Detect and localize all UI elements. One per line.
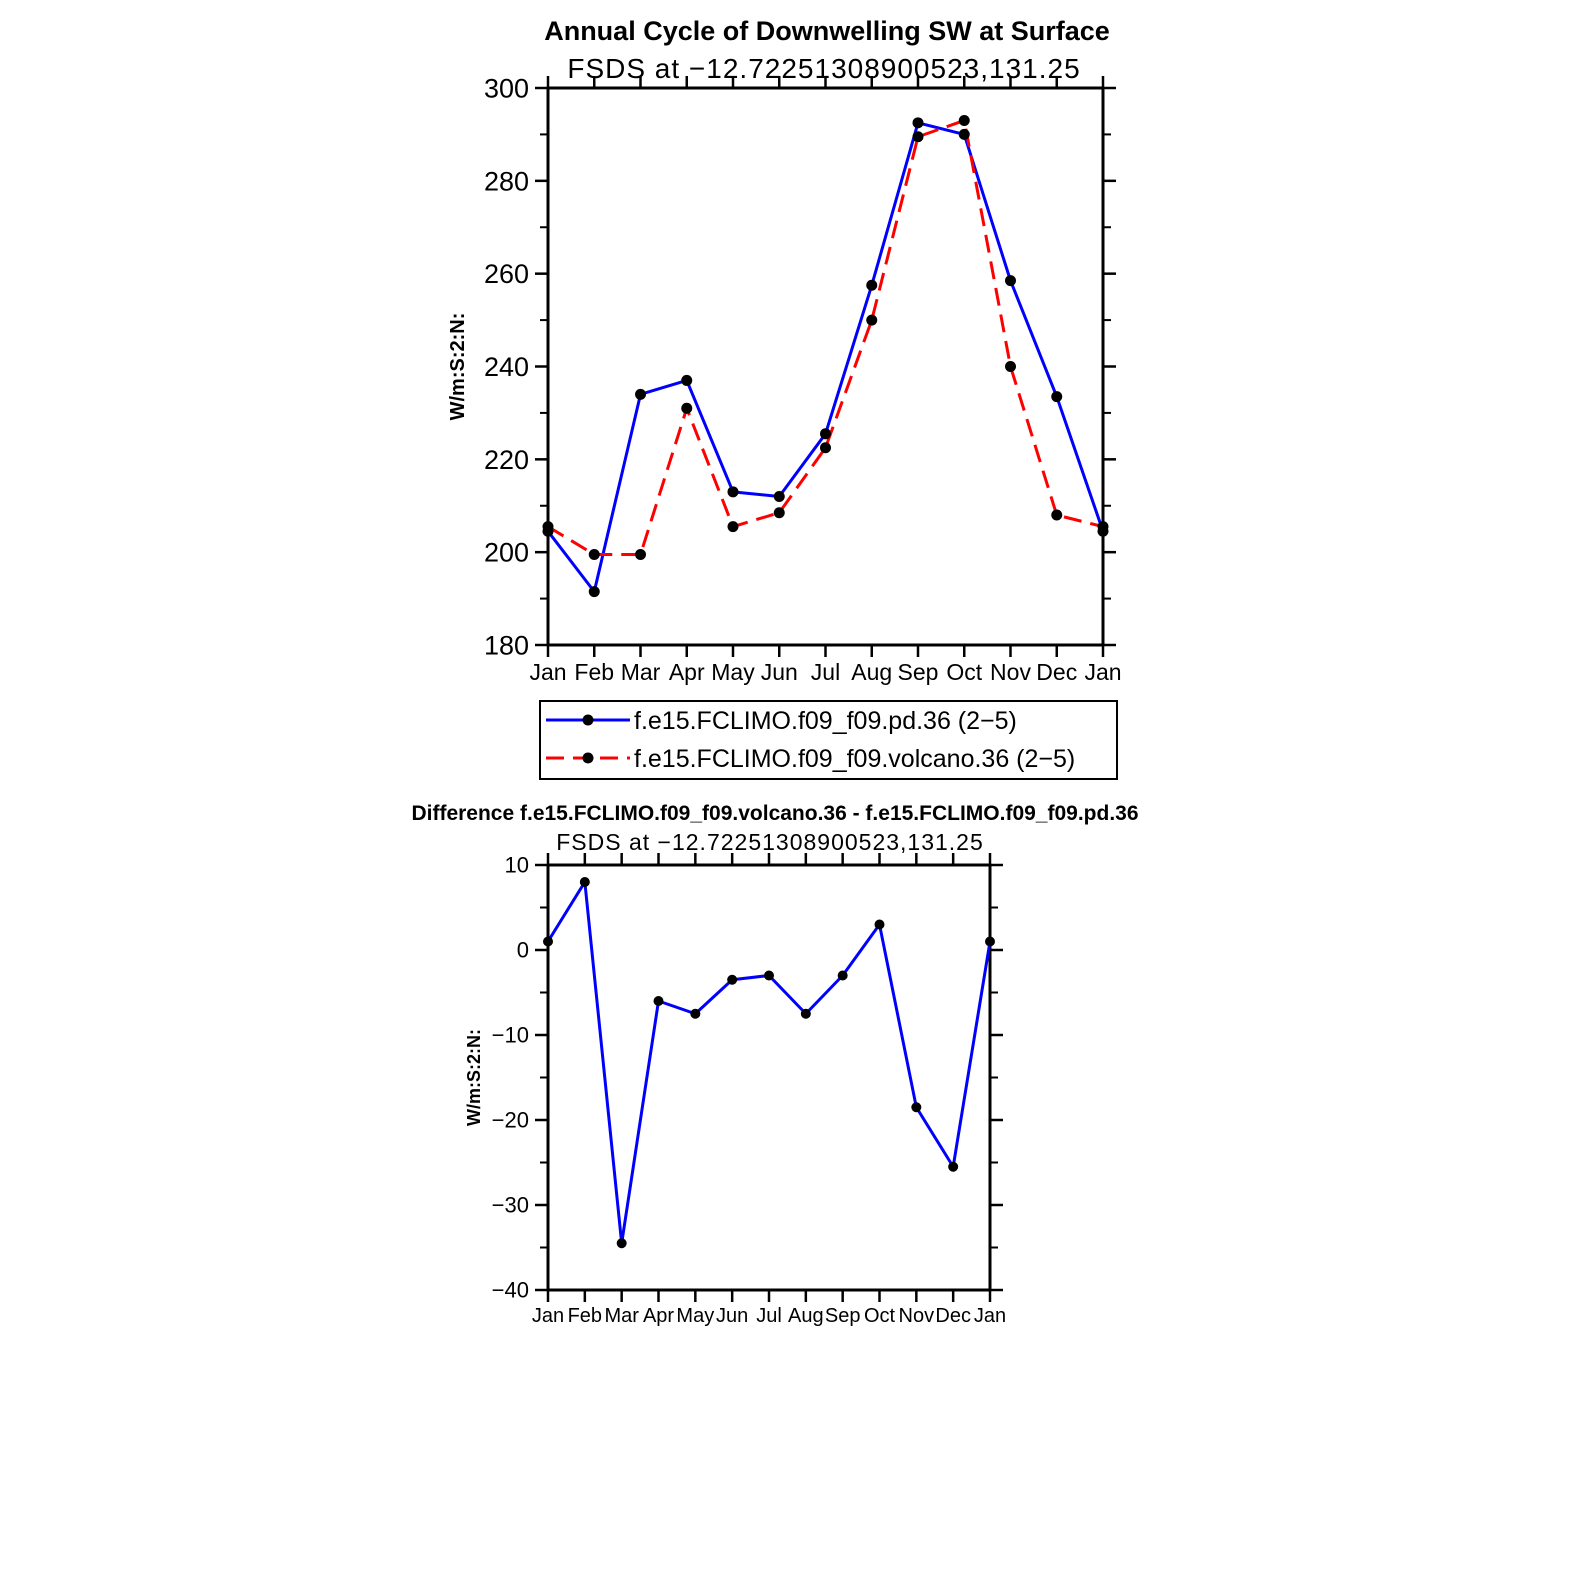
data-point-marker xyxy=(774,507,785,518)
y-tick-label: 260 xyxy=(483,259,529,290)
x-tick-label: Dec xyxy=(1036,659,1078,685)
series-line xyxy=(548,120,1103,554)
data-point-marker xyxy=(617,1238,627,1248)
y-tick-label: −30 xyxy=(491,1192,529,1218)
x-tick-label: Apr xyxy=(668,659,705,685)
data-point-marker xyxy=(1051,391,1062,402)
x-tick-label: Nov xyxy=(990,659,1031,685)
x-tick-label: May xyxy=(711,659,755,685)
x-tick-label: Jun xyxy=(760,659,798,685)
x-tick-label: Sep xyxy=(824,1305,861,1327)
data-point-marker xyxy=(681,403,692,414)
chart-title: Annual Cycle of Downwelling SW at Surface xyxy=(544,16,1110,46)
data-point-marker xyxy=(1051,510,1062,521)
chart-subtitle: FSDS at −12.72251308900523,131.25 xyxy=(567,53,1081,84)
x-tick-label: Jul xyxy=(810,659,841,685)
legend-sample-marker xyxy=(583,753,594,764)
difference-plot-svg xyxy=(400,790,1180,1350)
x-tick-label: Dec xyxy=(935,1305,971,1327)
x-tick-label: Feb xyxy=(574,659,615,685)
x-tick-label: Jul xyxy=(756,1305,782,1327)
x-tick-label: Nov xyxy=(898,1305,935,1327)
x-tick-label: Oct xyxy=(946,659,983,685)
data-point-marker xyxy=(543,521,554,532)
data-point-marker xyxy=(820,428,831,439)
data-point-marker xyxy=(728,486,739,497)
data-point-marker xyxy=(959,115,970,126)
difference-chart xyxy=(400,790,1180,1350)
data-point-marker xyxy=(875,920,885,930)
legend-sample-marker xyxy=(583,715,594,726)
data-point-marker xyxy=(820,442,831,453)
x-tick-label: Mar xyxy=(620,659,661,685)
chart-title: Difference f.e15.FCLIMO.f09_f09.volcano.36 - f.e15.FCLIMO.f09_f09.pd.36 xyxy=(411,802,1139,825)
x-tick-label: Jan xyxy=(973,1305,1007,1327)
x-tick-label: Aug xyxy=(851,659,893,685)
series-line xyxy=(548,123,1103,592)
y-tick-label: 0 xyxy=(516,937,529,963)
data-point-marker xyxy=(959,129,970,140)
y-axis-label: W/m:S:2:N: xyxy=(464,1029,484,1126)
data-point-marker xyxy=(635,389,646,400)
chart-subtitle: FSDS at −12.72251308900523,131.25 xyxy=(556,829,984,855)
legend-entry-label: f.e15.FCLIMO.f09_f09.volcano.36 (2−5) xyxy=(634,745,1076,773)
y-tick-label: 200 xyxy=(483,537,529,568)
y-tick-label: 280 xyxy=(483,166,529,197)
x-tick-label: Jan xyxy=(1084,659,1122,685)
data-point-marker xyxy=(690,1009,700,1019)
plot-frame xyxy=(548,88,1103,645)
x-tick-label: May xyxy=(676,1305,715,1327)
y-tick-label: 220 xyxy=(483,444,529,475)
x-tick-label: Oct xyxy=(863,1305,896,1327)
data-point-marker xyxy=(866,315,877,326)
data-point-marker xyxy=(589,586,600,597)
data-point-marker xyxy=(764,971,774,981)
x-tick-label: Feb xyxy=(567,1305,603,1327)
x-tick-label: Jun xyxy=(716,1305,749,1327)
x-tick-label: Sep xyxy=(897,659,939,685)
data-point-marker xyxy=(913,131,924,142)
data-point-marker xyxy=(801,1009,811,1019)
x-tick-label: Jan xyxy=(529,659,567,685)
data-point-marker xyxy=(913,117,924,128)
x-tick-label: Jan xyxy=(531,1305,565,1327)
annual-cycle-plot-svg xyxy=(400,0,1180,790)
legend-entry-label: f.e15.FCLIMO.f09_f09.pd.36 (2−5) xyxy=(634,707,1017,735)
data-point-marker xyxy=(728,521,739,532)
data-point-marker xyxy=(911,1102,921,1112)
data-point-marker xyxy=(838,971,848,981)
data-point-marker xyxy=(635,549,646,560)
data-point-marker xyxy=(985,937,995,947)
y-tick-label: 240 xyxy=(483,351,529,382)
y-tick-label: −10 xyxy=(491,1022,529,1048)
data-point-marker xyxy=(948,1162,958,1172)
series-line xyxy=(548,882,990,1243)
annual-cycle-chart xyxy=(400,0,1180,790)
y-tick-label: −40 xyxy=(491,1277,529,1303)
y-tick-label: 300 xyxy=(483,73,529,104)
data-point-marker xyxy=(1005,361,1016,372)
y-tick-label: 180 xyxy=(483,630,529,661)
y-tick-label: −20 xyxy=(491,1107,529,1133)
data-point-marker xyxy=(727,975,737,985)
data-point-marker xyxy=(866,280,877,291)
data-point-marker xyxy=(681,375,692,386)
data-point-marker xyxy=(1098,521,1109,532)
data-point-marker xyxy=(580,877,590,887)
x-tick-label: Apr xyxy=(642,1305,675,1327)
data-point-marker xyxy=(654,996,664,1006)
y-axis-label: W/m:S:2:N: xyxy=(447,312,469,421)
x-tick-label: Aug xyxy=(788,1305,824,1327)
x-tick-label: Mar xyxy=(604,1305,639,1327)
data-point-marker xyxy=(774,491,785,502)
data-point-marker xyxy=(589,549,600,560)
plot-frame xyxy=(548,865,990,1290)
data-point-marker xyxy=(1005,275,1016,286)
y-tick-label: 10 xyxy=(504,852,529,878)
data-point-marker xyxy=(543,937,553,947)
